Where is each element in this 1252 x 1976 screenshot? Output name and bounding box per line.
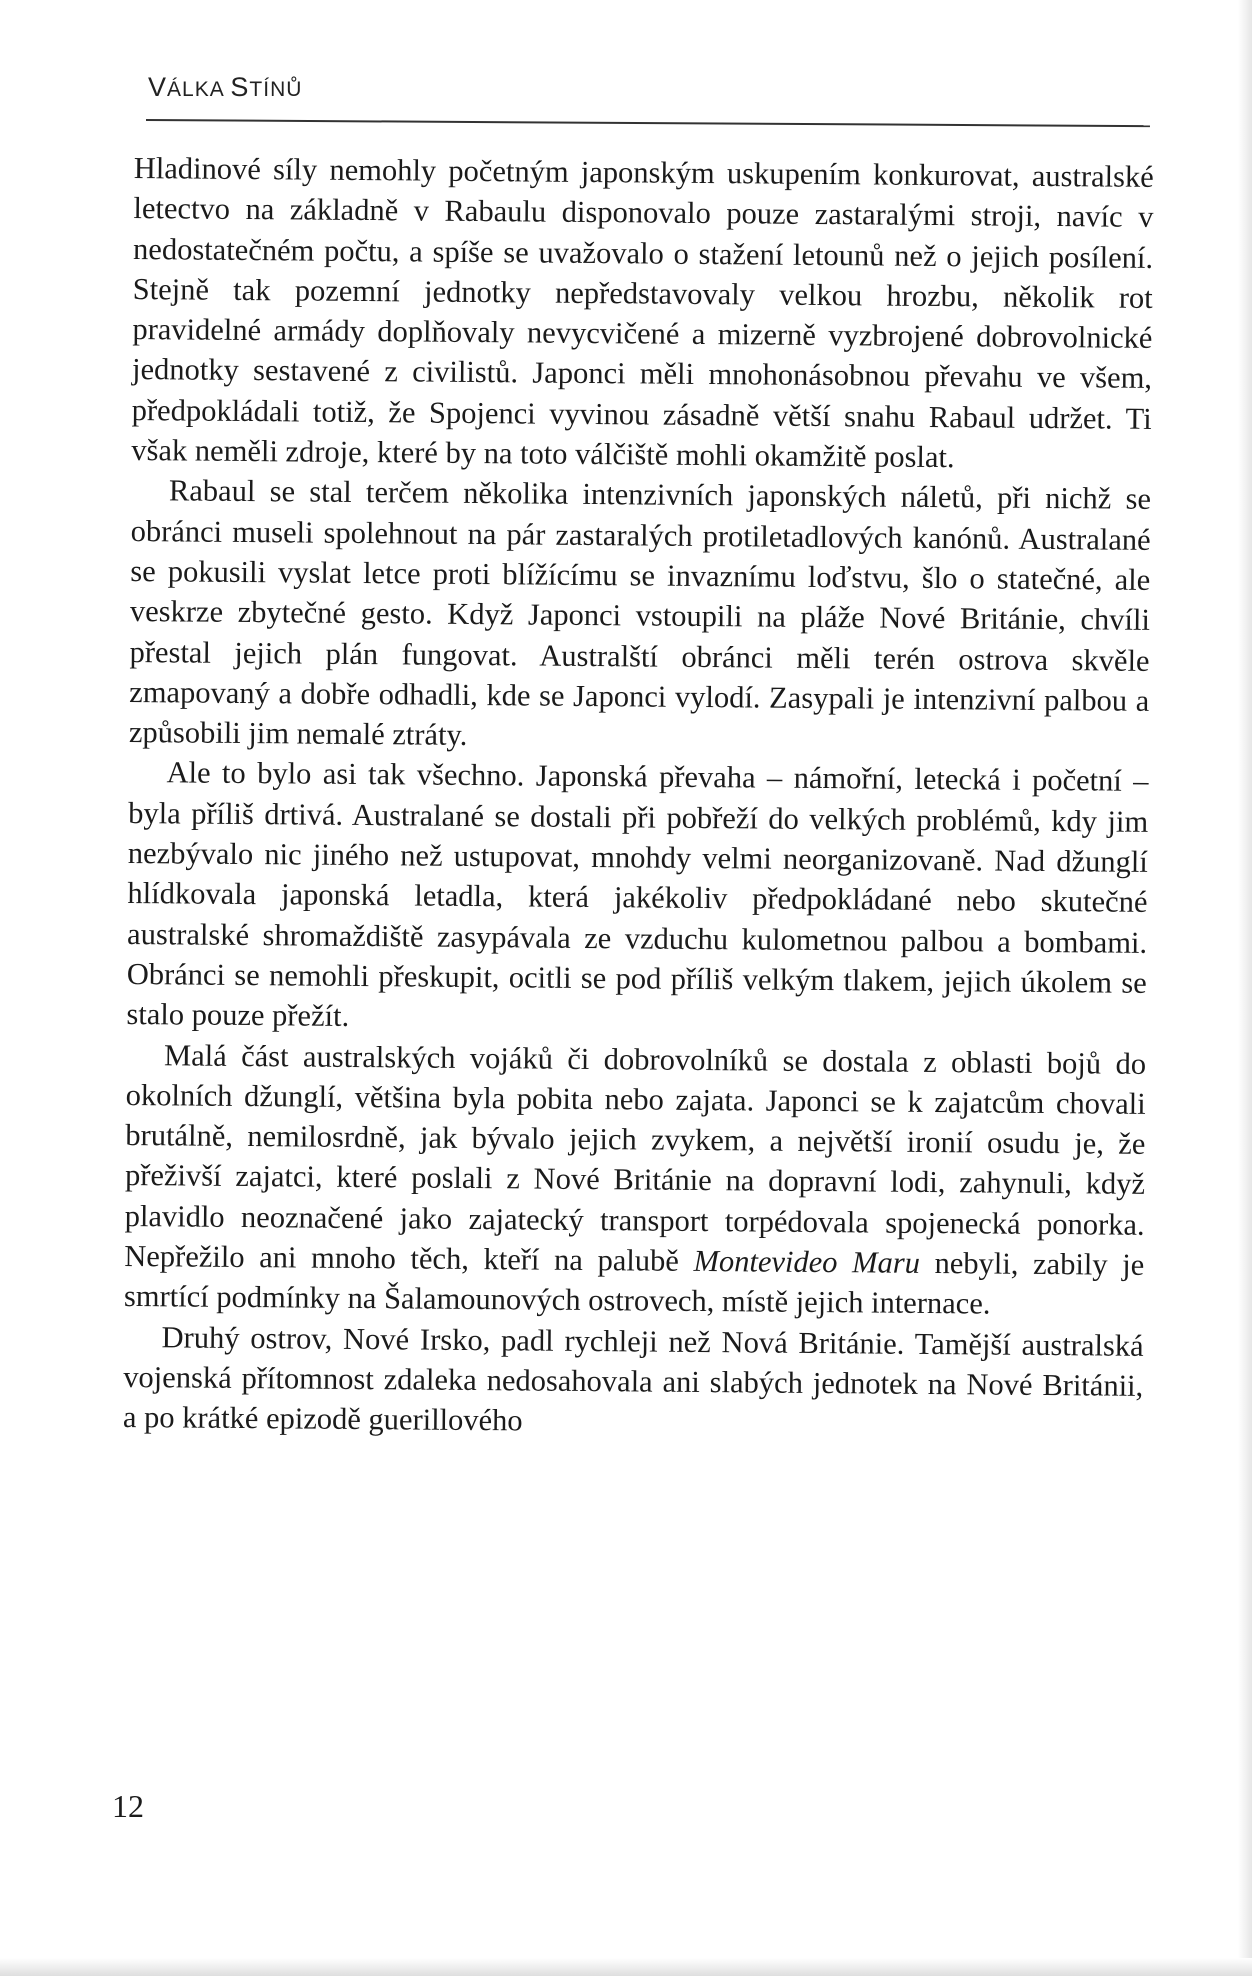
paragraph-5: Druhý ostrov, Nové Irsko, padl rychleji než Nová Británie. Tamější australská vojenská přítomnost zdaleka nedosahovala ani slabých jednotek na Nové Británii, a po krátké epizodě guerillového — [122, 1319, 1144, 1438]
header-rule — [146, 119, 1150, 127]
scan-bottom-shadow — [0, 1958, 1252, 1976]
running-head-initial-v: V — [148, 72, 168, 102]
paragraph-1: Hladinové síly nemohly početným japonským uskupením konkurovat, australské letectvo na základně v Rabaulu disponovalo pouze zastaralými stroji, navíc v nedostatečném počtu, a spíše se uvažovalo o stažení letounů než o jejich posílení. Stejně tak pozemní jednotky nepředstavovaly velkou hrozbu, několik rot pravidelné armády doplňovaly nevycvičené a mizerně vyzbrojené dobrovolnické jednotky sestavené z civilistů. Japonci měli mnohonásobnou převahu ve všem, předpokládali totiž, že Spojenci vyvinou zásadně větší snahu Rabaul udržet. Ti však neměli zdroje, které by na toto válčiště mohli okamžitě poslat. — [131, 150, 1154, 475]
paragraph-4 — [124, 1034, 1146, 1325]
paragraph-3: Ale to bylo asi tak všechno. Japonská převaha – námořní, letecká i početní – byla příliš drtivá. Australané se dostali při pobřeží do velkých problémů, kdy jim nezbývalo nic jiného než ustupovat, mnohdy velmi neorganizovaně. Nad džunglí hlídkovala japonská letadla, která jakékoliv předpokládané nebo skutečné australské shromaždiště zasypávala ze vzduchu kulometnou palbou a bombami. Obránci se nemohli přeskupit, ocitli se pod příliš velkým tlakem, jejich úkolem se stalo pouze přežít. — [126, 755, 1149, 1034]
paragraph-2: Rabaul se stal terčem několika intenzivních japonských náletů, při nichž se obránci museli spolehnout na pár zastaralých protiletadlových kanónů. Australané se pokusili vyslat letce proti blížícímu se invaznímu loďstvu, šlo o statečné, ale veskrze zbytečné gesto. Když Japonci vstoupili na pláže Nové Británie, chvíli přestal jejich plán fungovat. Australští obránci měli terén ostrova skvěle zmapovaný a dobře odhadli, kde se Japonci vylodí. Zasypali je intenzivní palbou a způsobili jim nemalé ztráty. — [128, 473, 1152, 753]
running-head — [148, 72, 302, 103]
body-text — [123, 148, 1154, 1446]
ship-name-italic: Montevideo Maru — [693, 1243, 921, 1280]
paragraph-4-part-1: Malá část australských vojáků či dobrovolníků se dostala z oblasti bojů do okolních džunglí, většina byla pobita nebo zajata. Japonci se k zajatcům chovali brutálně, nemilosrdně, jak bývalo jejich zvykem, a největší ironií osudu je, že přeživší zajatci, které poslali z Nové Británie na dopravní lodi, zahynuli, když plavidlo neoznačené jako zajatecký transport torpédovala spojenecká ponorka. Nepřežilo ani mnoho těch, kteří na palubě — [124, 1037, 1147, 1278]
paragraph-4-part-2: nebyli, zabily je smrtící podmínky na Šalamounových ostrovech, místě jejich internace. — [123, 1245, 1145, 1321]
page-number: 12 — [112, 1788, 144, 1824]
scan-edge-shadow — [1238, 0, 1252, 1976]
running-head-part-1: ÁLKA — [167, 78, 231, 101]
running-head-part-2: TÍNŮ — [249, 78, 303, 101]
running-head-initial-s: S — [230, 72, 250, 102]
